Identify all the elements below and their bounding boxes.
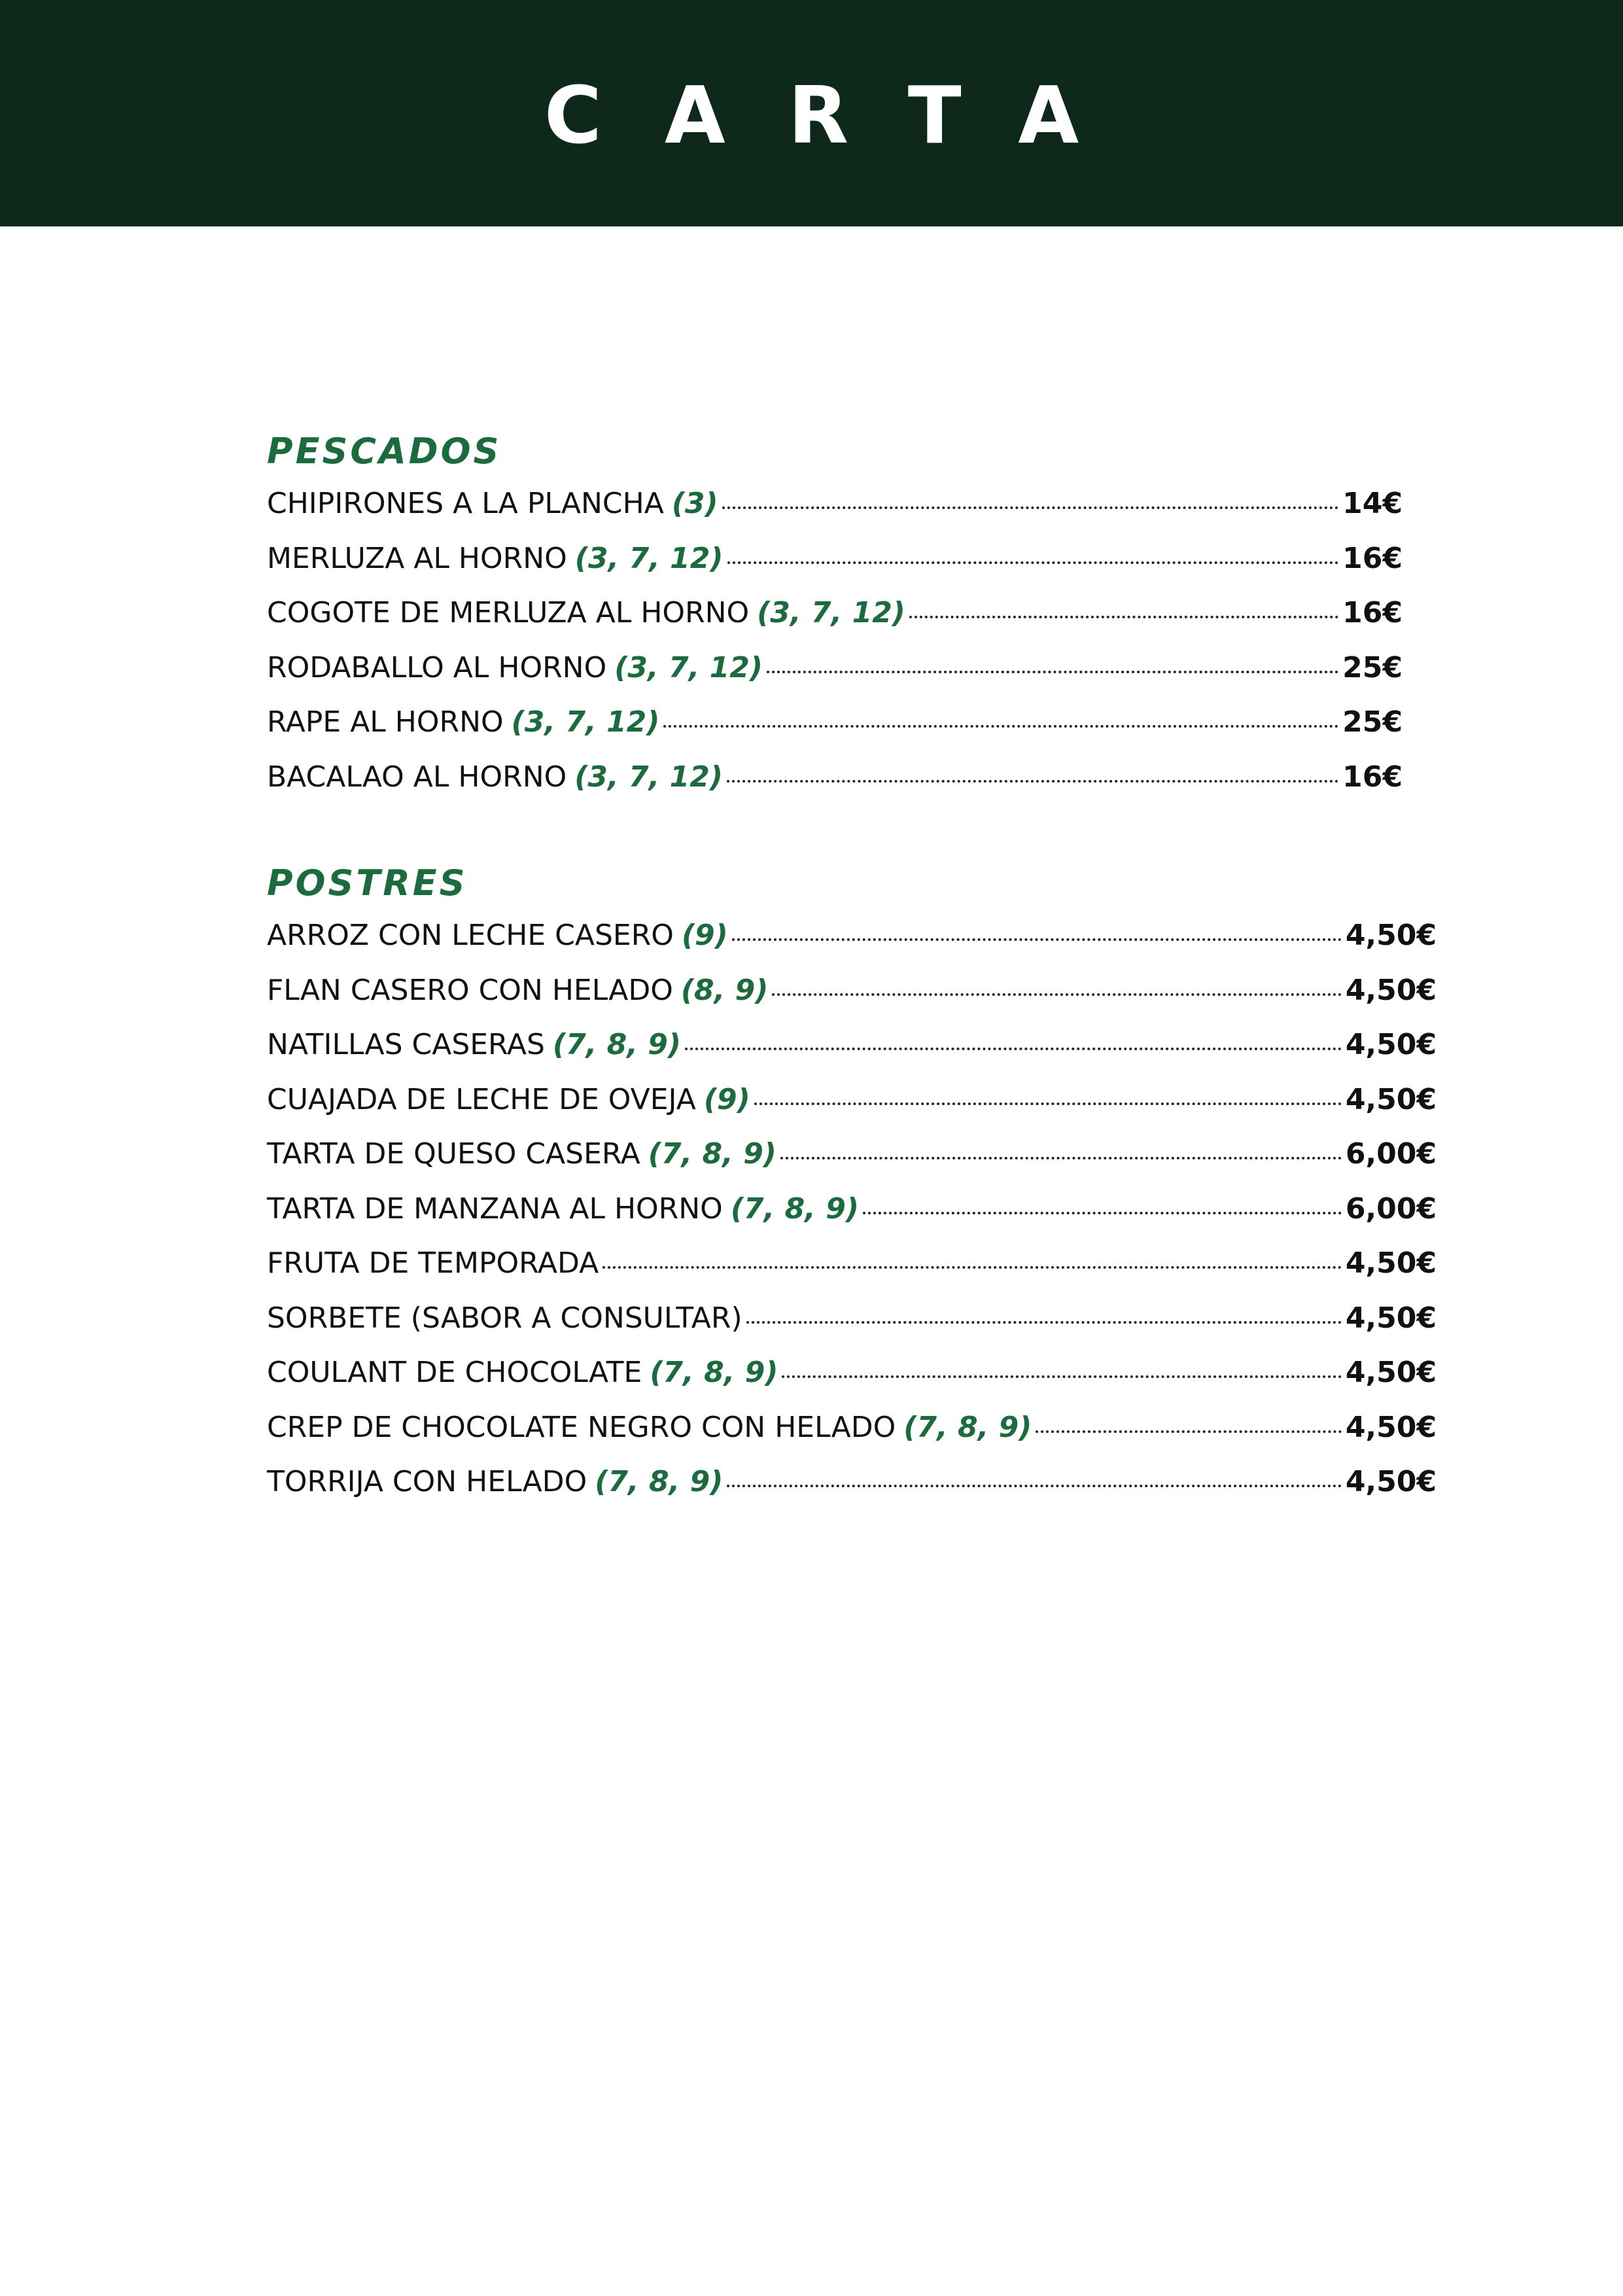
item-price: 16€ xyxy=(1342,760,1403,794)
item-allergens: (7, 8, 9) xyxy=(650,1356,778,1389)
item-price: 16€ xyxy=(1342,541,1403,575)
dot-leader xyxy=(602,1266,1342,1269)
item-price: 6,00€ xyxy=(1345,1192,1437,1226)
menu-item xyxy=(267,1291,1437,1346)
dot-leader xyxy=(746,1321,1342,1324)
section-postres xyxy=(267,861,1444,1510)
menu-item xyxy=(267,641,1403,696)
postres-list xyxy=(267,908,1437,1510)
menu-item xyxy=(267,1182,1437,1237)
item-price: 14€ xyxy=(1342,487,1403,520)
item-name: MERLUZA AL HORNO xyxy=(267,541,567,575)
menu-item xyxy=(267,1455,1437,1510)
item-price: 4,50€ xyxy=(1345,919,1437,952)
menu-item xyxy=(267,750,1403,805)
section-title-pescados: PESCADOS xyxy=(267,431,502,472)
dot-leader xyxy=(754,1103,1342,1105)
menu-item xyxy=(267,1127,1437,1182)
item-price: 4,50€ xyxy=(1345,1301,1437,1335)
dot-leader xyxy=(727,780,1338,783)
item-allergens: (3, 7, 12) xyxy=(757,596,905,629)
item-name: COGOTE DE MERLUZA AL HORNO xyxy=(267,596,750,629)
dot-leader xyxy=(1036,1430,1341,1433)
menu-item xyxy=(267,1017,1437,1072)
item-price: 6,00€ xyxy=(1345,1137,1437,1171)
dot-leader xyxy=(722,506,1338,509)
item-price: 4,50€ xyxy=(1345,973,1437,1007)
menu-item xyxy=(267,963,1437,1018)
item-name: RAPE AL HORNO xyxy=(267,705,504,739)
item-allergens: (7, 8, 9) xyxy=(648,1137,777,1171)
item-allergens: (3) xyxy=(671,487,718,520)
item-name: FLAN CASERO CON HELADO xyxy=(267,973,673,1007)
dot-leader xyxy=(767,671,1338,673)
menu-item xyxy=(267,586,1403,641)
menu-item xyxy=(267,531,1403,586)
menu-item xyxy=(267,695,1403,750)
dot-leader xyxy=(863,1212,1342,1214)
item-name: TARTA DE MANZANA AL HORNO xyxy=(267,1192,723,1226)
item-allergens: (3, 7, 12) xyxy=(614,650,763,684)
item-name: ARROZ CON LECHE CASERO xyxy=(267,919,674,952)
dot-leader xyxy=(909,616,1338,618)
item-name: SORBETE (SABOR A CONSULTAR) xyxy=(267,1301,742,1335)
item-allergens: (7, 8, 9) xyxy=(903,1410,1032,1444)
item-allergens: (9) xyxy=(703,1082,750,1116)
item-allergens: (3, 7, 12) xyxy=(574,541,724,575)
dot-leader xyxy=(772,993,1341,996)
menu-item xyxy=(267,908,1437,963)
dot-leader xyxy=(727,1485,1341,1487)
dot-leader xyxy=(732,938,1342,941)
item-name: RODABALLO AL HORNO xyxy=(267,650,607,684)
menu-item xyxy=(267,1236,1437,1291)
item-name: CHIPIRONES A LA PLANCHA xyxy=(267,487,664,520)
item-allergens: (3, 7, 12) xyxy=(574,760,723,794)
item-price: 4,50€ xyxy=(1345,1410,1437,1444)
item-name: CREP DE CHOCOLATE NEGRO CON HELADO xyxy=(267,1410,896,1444)
item-name: BACALAO AL HORNO xyxy=(267,760,567,794)
page-title: CARTA xyxy=(544,71,1142,162)
item-price: 25€ xyxy=(1342,650,1403,684)
menu-item xyxy=(267,1072,1437,1127)
item-allergens: (8, 9) xyxy=(680,973,769,1007)
item-allergens: (9) xyxy=(681,919,728,952)
dot-leader xyxy=(663,725,1338,728)
dot-leader xyxy=(727,561,1339,564)
menu-item xyxy=(267,476,1403,531)
dot-leader xyxy=(780,1157,1342,1159)
item-allergens: (7, 8, 9) xyxy=(595,1465,724,1498)
pescados-list xyxy=(267,476,1403,804)
menu-item xyxy=(267,1345,1437,1400)
item-allergens: (7, 8, 9) xyxy=(730,1192,859,1226)
item-price: 25€ xyxy=(1342,705,1403,739)
section-pescados xyxy=(267,429,1444,804)
item-allergens: (7, 8, 9) xyxy=(552,1028,682,1061)
menu-item xyxy=(267,1400,1437,1455)
item-name: TARTA DE QUESO CASERA xyxy=(267,1137,640,1171)
item-price: 4,50€ xyxy=(1345,1356,1437,1389)
item-name: TORRIJA CON HELADO xyxy=(267,1465,587,1498)
dot-leader xyxy=(685,1048,1342,1050)
item-allergens: (3, 7, 12) xyxy=(511,705,660,739)
item-price: 4,50€ xyxy=(1345,1246,1437,1280)
dot-leader xyxy=(782,1375,1341,1378)
item-price: 4,50€ xyxy=(1345,1028,1437,1061)
item-name: NATILLAS CASERAS xyxy=(267,1028,545,1061)
item-price: 16€ xyxy=(1342,596,1403,629)
item-price: 4,50€ xyxy=(1345,1082,1437,1116)
item-price: 4,50€ xyxy=(1345,1465,1437,1498)
item-name: COULANT DE CHOCOLATE xyxy=(267,1356,642,1389)
section-title-postres: POSTRES xyxy=(267,862,468,904)
item-name: FRUTA DE TEMPORADA xyxy=(267,1246,599,1280)
item-name: CUAJADA DE LECHE DE OVEJA xyxy=(267,1082,696,1116)
